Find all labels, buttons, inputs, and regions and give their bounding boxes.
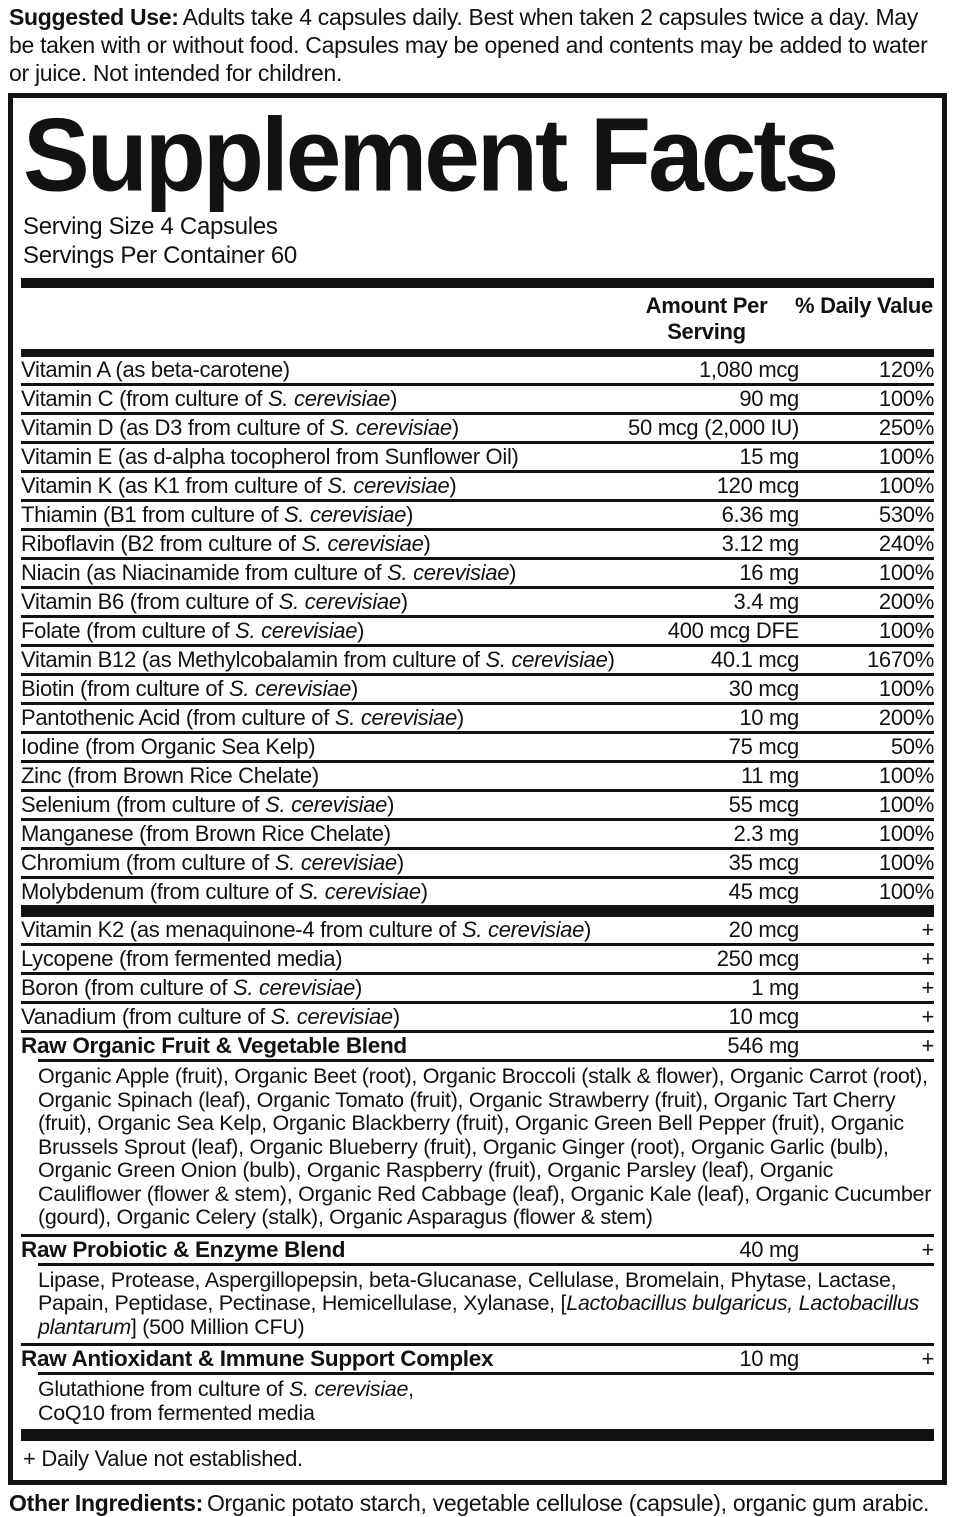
daily-value-percent: 100% <box>878 879 934 904</box>
nutrient-name: Selenium (from culture of S. cerevisiae) <box>21 792 395 817</box>
nutrient-table-main <box>21 357 934 905</box>
nutrient-name: Biotin (from culture of S. cerevisiae) <box>21 676 359 701</box>
daily-value-percent: 200% <box>878 589 934 614</box>
suggested-use-label: Suggested Use: <box>9 4 179 30</box>
nutrient-name: Vitamin K (as K1 from culture of S. cerevisiae) <box>21 473 457 498</box>
nutrient-row <box>21 975 934 1001</box>
nutrient-row <box>21 821 934 847</box>
servings-per-container: Servings Per Container 60 <box>23 242 297 269</box>
blend-sections <box>21 1030 934 1429</box>
section-divider-bar <box>21 905 934 917</box>
daily-value-percent: 100% <box>878 386 934 411</box>
panel-title: Supplement Facts <box>23 96 837 214</box>
nutrient-row <box>21 946 934 972</box>
nutrient-row <box>21 705 934 731</box>
amount-per-serving-value: 10 mg <box>739 705 799 730</box>
nutrient-name: Vitamin D (as D3 from culture of S. cerevisiae) <box>21 415 459 440</box>
nutrient-name: Raw Antioxidant & Immune Support Complex <box>21 1346 494 1371</box>
blend-ingredient-list: Lipase, Protease, Aspergillopepsin, beta-Glucanase, Cellulase, Bromelain, Phytase, Lactase, Papain, Peptidase, Pectinase, Hemicellulase, Xylanase, [Lactobacillus bulgaricus, Lactobacillus plantarum] (500 Million CFU) <box>38 1267 920 1339</box>
nutrient-name: Pantothenic Acid (from culture of S. cerevisiae) <box>21 705 464 730</box>
daily-value-percent: + <box>921 946 934 971</box>
amount-per-serving-value: 3.4 mg <box>733 589 799 614</box>
nutrient-row <box>21 734 934 760</box>
column-header-row <box>21 288 934 349</box>
nutrient-name: Raw Probiotic & Enzyme Blend <box>21 1236 346 1262</box>
nutrient-row <box>21 618 934 644</box>
daily-value-percent: + <box>921 1004 934 1029</box>
daily-value-percent: 100% <box>878 444 934 469</box>
daily-value-percent: 100% <box>878 473 934 498</box>
nutrient-row <box>21 589 934 615</box>
nutrient-name: Lycopene (from fermented media) <box>21 946 343 971</box>
amount-per-serving-value: 400 mcg DFE <box>667 618 799 643</box>
nutrient-name: Vitamin C (from culture of S. cerevisiae) <box>21 386 398 411</box>
nutrient-name: Zinc (from Brown Rice Chelate) <box>21 763 319 788</box>
nutrient-row <box>21 1004 934 1030</box>
amount-per-serving-value: 10 mg <box>739 1346 799 1371</box>
nutrient-row <box>21 444 934 470</box>
amount-per-serving-value: 16 mg <box>739 560 799 585</box>
section-divider-bar <box>21 1429 934 1441</box>
amount-per-serving-value: 1,080 mcg <box>698 357 799 382</box>
divider-bar <box>21 349 934 357</box>
other-ingredients-label: Other Ingredients: <box>9 1490 203 1516</box>
daily-value-percent: 200% <box>878 705 934 730</box>
nutrient-name: Folate (from culture of S. cerevisiae) <box>21 618 365 643</box>
nutrient-row <box>21 386 934 412</box>
other-ingredients <box>9 1490 945 1517</box>
nutrient-row <box>21 879 934 905</box>
nutrient-row <box>21 917 934 943</box>
blend-header-row <box>21 1033 934 1059</box>
nutrient-name: Vitamin B12 (as Methylcobalamin from culture of S. cerevisiae) <box>21 647 615 672</box>
amount-per-serving-value: 45 mcg <box>728 879 799 904</box>
amount-per-serving-value: 55 mcg <box>728 792 799 817</box>
nutrient-name: Riboflavin (B2 from culture of S. cerevisiae) <box>21 531 431 556</box>
nutrient-name: Vanadium (from culture of S. cerevisiae) <box>21 1004 400 1029</box>
amount-per-serving-value: 11 mg <box>740 763 799 788</box>
blend-header-row <box>21 1237 934 1263</box>
daily-value-footnote: + Daily Value not established. <box>23 1446 303 1471</box>
divider-bar <box>21 278 934 288</box>
daily-value-percent: 240% <box>878 531 934 556</box>
nutrient-name: Vitamin K2 (as menaquinone-4 from culture of S. cerevisiae) <box>21 917 592 942</box>
nutrient-name: Chromium (from culture of S. cerevisiae) <box>21 850 404 875</box>
amount-per-serving-value: 15 mg <box>739 444 799 469</box>
amount-per-serving-value: 50 mcg (2,000 IU) <box>628 415 799 440</box>
amount-per-serving-value: 3.12 mg <box>721 531 799 556</box>
column-header-amount: Amount Per Serving <box>645 293 768 344</box>
other-ingredients-body: Organic potato starch, vegetable cellulose (capsule), organic gum arabic. <box>206 1490 930 1516</box>
amount-per-serving-value: 20 mcg <box>728 917 799 942</box>
amount-per-serving-value: 10 mcg <box>728 1004 799 1029</box>
nutrient-row <box>21 415 934 441</box>
daily-value-percent: 100% <box>878 676 934 701</box>
amount-per-serving-value: 40 mg <box>739 1236 799 1262</box>
nutrient-row <box>21 473 934 499</box>
daily-value-percent: 100% <box>878 618 934 643</box>
nutrient-row <box>21 850 934 876</box>
amount-per-serving-value: 40.1 mcg <box>710 647 799 672</box>
nutrient-table-secondary <box>21 917 934 1030</box>
daily-value-percent: 530% <box>878 502 934 527</box>
daily-value-percent: 250% <box>878 415 934 440</box>
daily-value-percent: + <box>921 1346 934 1371</box>
daily-value-percent: + <box>921 917 934 942</box>
nutrient-row <box>21 502 934 528</box>
amount-per-serving-value: 90 mg <box>739 386 799 411</box>
amount-per-serving-value: 6.36 mg <box>721 502 799 527</box>
nutrient-row <box>21 763 934 789</box>
nutrient-row <box>21 357 934 383</box>
amount-per-serving-value: 2.3 mg <box>733 821 799 846</box>
amount-per-serving-value: 250 mcg <box>716 946 799 971</box>
suggested-use-body: Adults take 4 capsules daily. Best when taken 2 capsules twice a day. May be taken with or without food. Capsules may be opened and contents may be added to water or juice. Not intended for children. <box>9 4 928 86</box>
blend-header-row <box>21 1346 934 1372</box>
nutrient-name: Boron (from culture of S. cerevisiae) <box>21 975 363 1000</box>
column-header-daily-value: % Daily Value <box>795 293 933 318</box>
daily-value-percent: 1670% <box>866 647 934 672</box>
daily-value-percent: 100% <box>878 792 934 817</box>
daily-value-percent: + <box>921 1236 934 1262</box>
nutrient-row <box>21 792 934 818</box>
supplement-facts-panel <box>8 93 947 1485</box>
nutrient-name: Iodine (from Organic Sea Kelp) <box>21 734 316 759</box>
daily-value-percent: 120% <box>878 357 934 382</box>
amount-per-serving-value: 546 mg <box>727 1033 799 1058</box>
nutrient-name: Vitamin E (as d-alpha tocopherol from Sunflower Oil) <box>21 444 519 469</box>
amount-per-serving-value: 120 mcg <box>716 473 799 498</box>
nutrient-row <box>21 676 934 702</box>
nutrient-name: Thiamin (B1 from culture of S. cerevisiae) <box>21 502 414 527</box>
blend-ingredient-list: Glutathione from culture of S. cerevisiae, CoQ10 from fermented media <box>38 1377 414 1425</box>
daily-value-percent: 50% <box>890 734 934 759</box>
daily-value-percent: 100% <box>878 560 934 585</box>
daily-value-percent: 100% <box>878 763 934 788</box>
suggested-use-text <box>9 3 945 87</box>
amount-per-serving-value: 75 mcg <box>728 734 799 759</box>
daily-value-percent: + <box>921 1033 934 1058</box>
nutrient-name: Vitamin B6 (from culture of S. cerevisiae) <box>21 589 408 614</box>
column-header-spacer <box>21 293 619 345</box>
amount-per-serving-value: 30 mcg <box>728 676 799 701</box>
nutrient-row <box>21 647 934 673</box>
nutrient-name: Molybdenum (from culture of S. cerevisiae) <box>21 879 428 904</box>
blend-ingredient-list: Organic Apple (fruit), Organic Beet (root), Organic Broccoli (stalk & flower), Organic Carrot (root), Organic Spinach (leaf), Organic Tomato (fruit), Organic Strawberry (fruit), Organic Tart Cherry (fruit), Organic Sea Kelp, Organic Blackberry (fruit), Organic Green Bell Pepper (fruit), Organic Brussels Sprout (leaf), Organic Blueberry (fruit), Organic Ginger (root), Organic Garlic (bulb), Organic Green Onion (bulb), Organic Raspberry (fruit), Organic Parsley (leaf), Organic Cauliflower (flower & stem), Organic Red Cabbage (leaf), Organic Kale (leaf), Organic Cucumber (gourd), Organic Celery (stalk), Organic Asparagus (flower & stem) <box>38 1064 932 1229</box>
serving-size: Serving Size 4 Capsules <box>23 213 278 240</box>
nutrient-name: Vitamin A (as beta-carotene) <box>21 357 290 382</box>
daily-value-percent: 100% <box>878 821 934 846</box>
nutrient-row <box>21 560 934 586</box>
daily-value-percent: + <box>921 975 934 1000</box>
nutrient-name: Raw Organic Fruit & Vegetable Blend <box>21 1033 407 1058</box>
nutrient-name: Manganese (from Brown Rice Chelate) <box>21 821 391 846</box>
amount-per-serving-value: 35 mcg <box>728 850 799 875</box>
daily-value-percent: 100% <box>878 850 934 875</box>
nutrient-name: Niacin (as Niacinamide from culture of S. cerevisiae) <box>21 560 517 585</box>
amount-per-serving-value: 1 mg <box>751 975 799 1000</box>
nutrient-row <box>21 531 934 557</box>
